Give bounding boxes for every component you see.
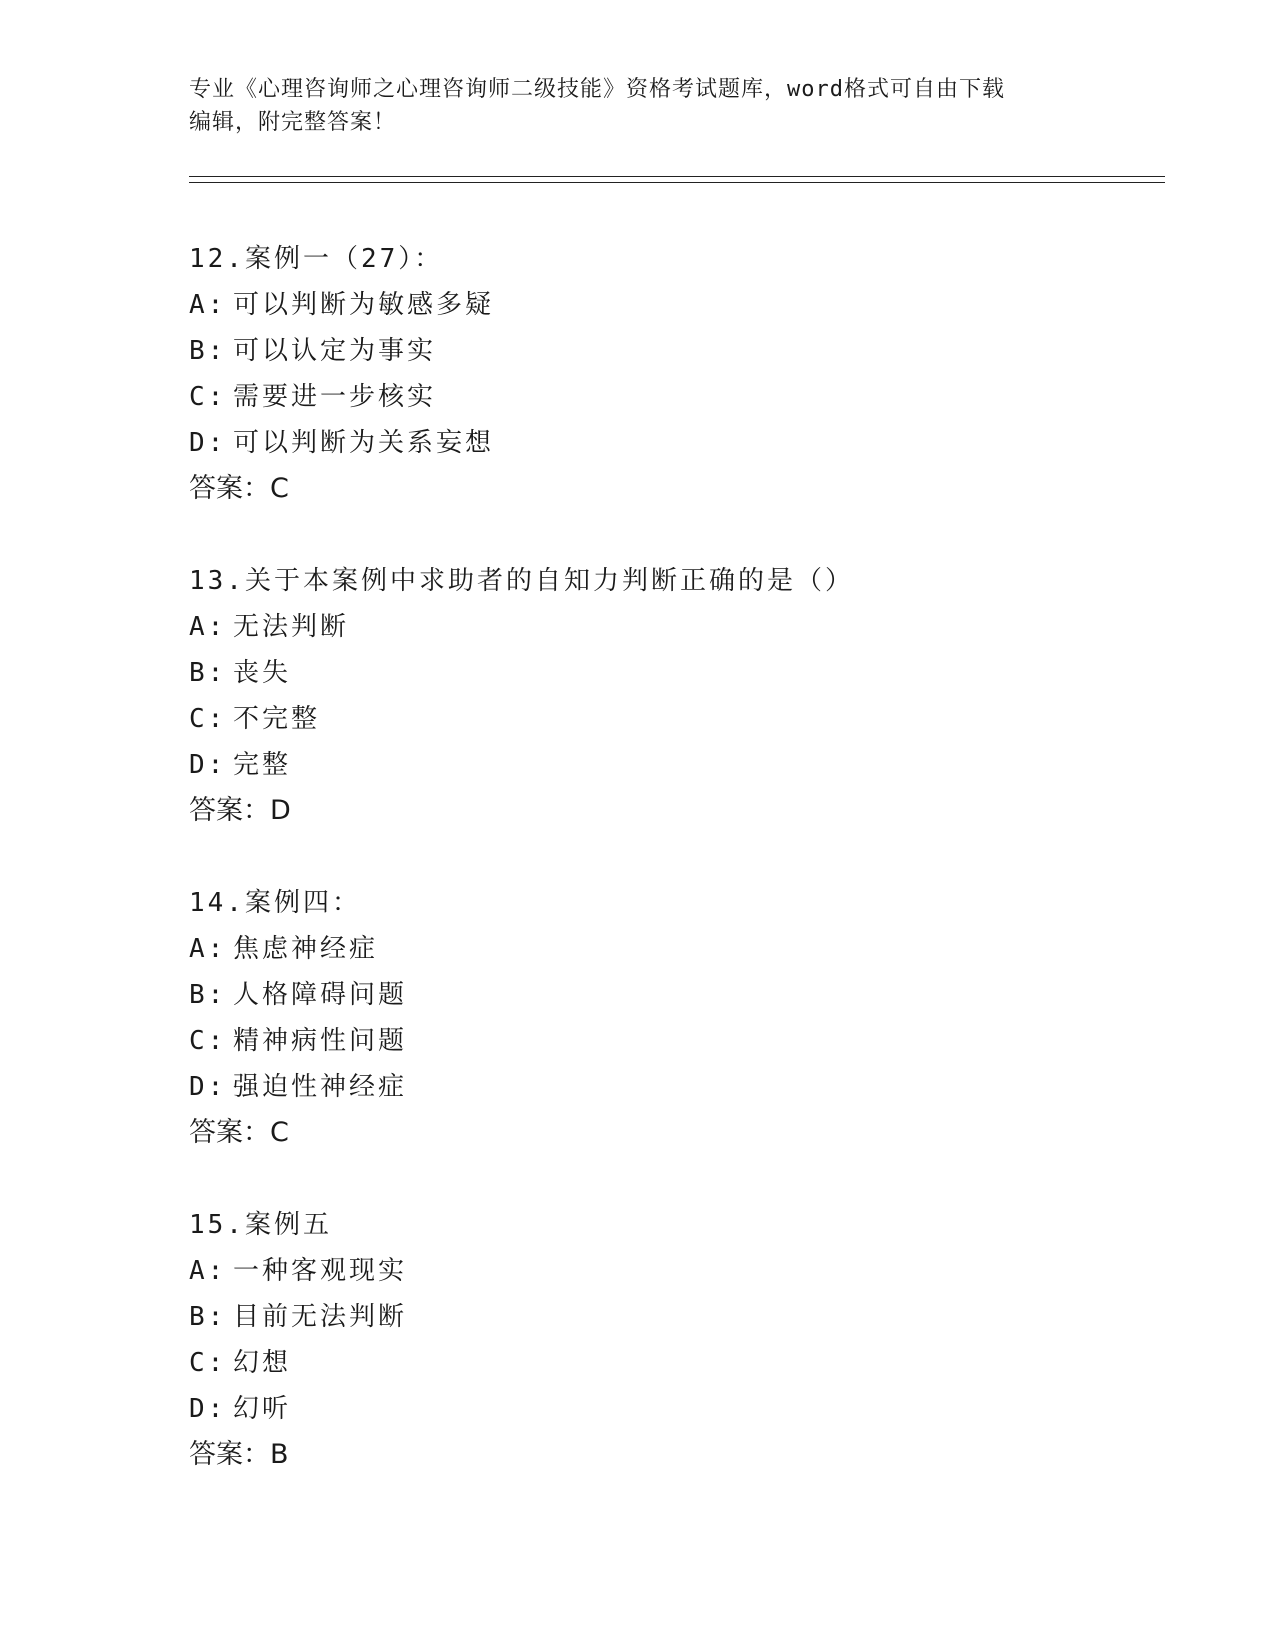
document-header: [189, 73, 1089, 139]
option-key: C:: [189, 1026, 227, 1056]
option-key: A:: [189, 934, 227, 964]
header-line-2: 编辑，附完整答案！: [189, 110, 397, 135]
option-c: [189, 1340, 1149, 1386]
option-d: [189, 1386, 1149, 1432]
option-b: [189, 650, 1149, 696]
option-b: [189, 972, 1149, 1018]
option-c: [189, 1018, 1149, 1064]
option-key: A:: [189, 612, 227, 642]
option-b: [189, 328, 1149, 374]
option-text: 丧失: [233, 658, 292, 688]
option-key: B:: [189, 980, 227, 1010]
option-c: [189, 374, 1149, 420]
answer-line: 答案：C: [189, 473, 289, 504]
option-text: 需要进一步核实: [233, 382, 437, 412]
option-text: 焦虑神经症: [233, 934, 379, 964]
question-stem: 15.案例五: [189, 1210, 332, 1240]
option-text: 可以判断为敏感多疑: [233, 290, 495, 320]
option-b: [189, 1294, 1149, 1340]
option-key: B:: [189, 336, 227, 366]
question-block: [189, 558, 1149, 834]
question-block: [189, 880, 1149, 1156]
answer-line: 答案：C: [189, 1117, 289, 1148]
option-text: 可以认定为事实: [233, 336, 437, 366]
option-text: 幻想: [233, 1348, 292, 1378]
option-text: 一种客观现实: [233, 1256, 408, 1286]
option-d: [189, 1064, 1149, 1110]
answer-line: 答案：D: [189, 795, 291, 826]
option-key: A:: [189, 290, 227, 320]
option-text: 目前无法判断: [233, 1302, 408, 1332]
option-a: [189, 1248, 1149, 1294]
option-text: 幻听: [233, 1394, 292, 1424]
option-c: [189, 696, 1149, 742]
option-text: 人格障碍问题: [233, 980, 408, 1010]
option-text: 强迫性神经症: [233, 1072, 408, 1102]
question-stem: 14.案例四：: [189, 888, 361, 918]
option-text: 完整: [233, 750, 292, 780]
option-text: 精神病性问题: [233, 1026, 408, 1056]
option-key: D:: [189, 1072, 227, 1102]
header-line-1: 专业《心理咨询师之心理咨询师二级技能》资格考试题库，word格式可自由下载: [189, 77, 1005, 102]
option-key: B:: [189, 658, 227, 688]
option-key: D:: [189, 428, 227, 458]
option-a: [189, 926, 1149, 972]
option-d: [189, 420, 1149, 466]
option-a: [189, 604, 1149, 650]
option-key: A:: [189, 1256, 227, 1286]
question-stem: 13.关于本案例中求助者的自知力判断正确的是（）: [189, 566, 854, 596]
option-key: B:: [189, 1302, 227, 1332]
option-key: D:: [189, 750, 227, 780]
option-text: 可以判断为关系妄想: [233, 428, 495, 458]
option-a: [189, 282, 1149, 328]
answer-line: 答案：B: [189, 1439, 289, 1470]
header-divider-top: [189, 176, 1165, 177]
option-key: C:: [189, 382, 227, 412]
option-text: 不完整: [233, 704, 321, 734]
question-block: [189, 236, 1149, 512]
question-stem: 12.案例一（27）：: [189, 244, 444, 274]
option-text: 无法判断: [233, 612, 350, 642]
header-divider-bottom: [189, 182, 1165, 183]
option-key: C:: [189, 1348, 227, 1378]
question-block: [189, 1202, 1149, 1478]
option-d: [189, 742, 1149, 788]
option-key: C:: [189, 704, 227, 734]
option-key: D:: [189, 1394, 227, 1424]
